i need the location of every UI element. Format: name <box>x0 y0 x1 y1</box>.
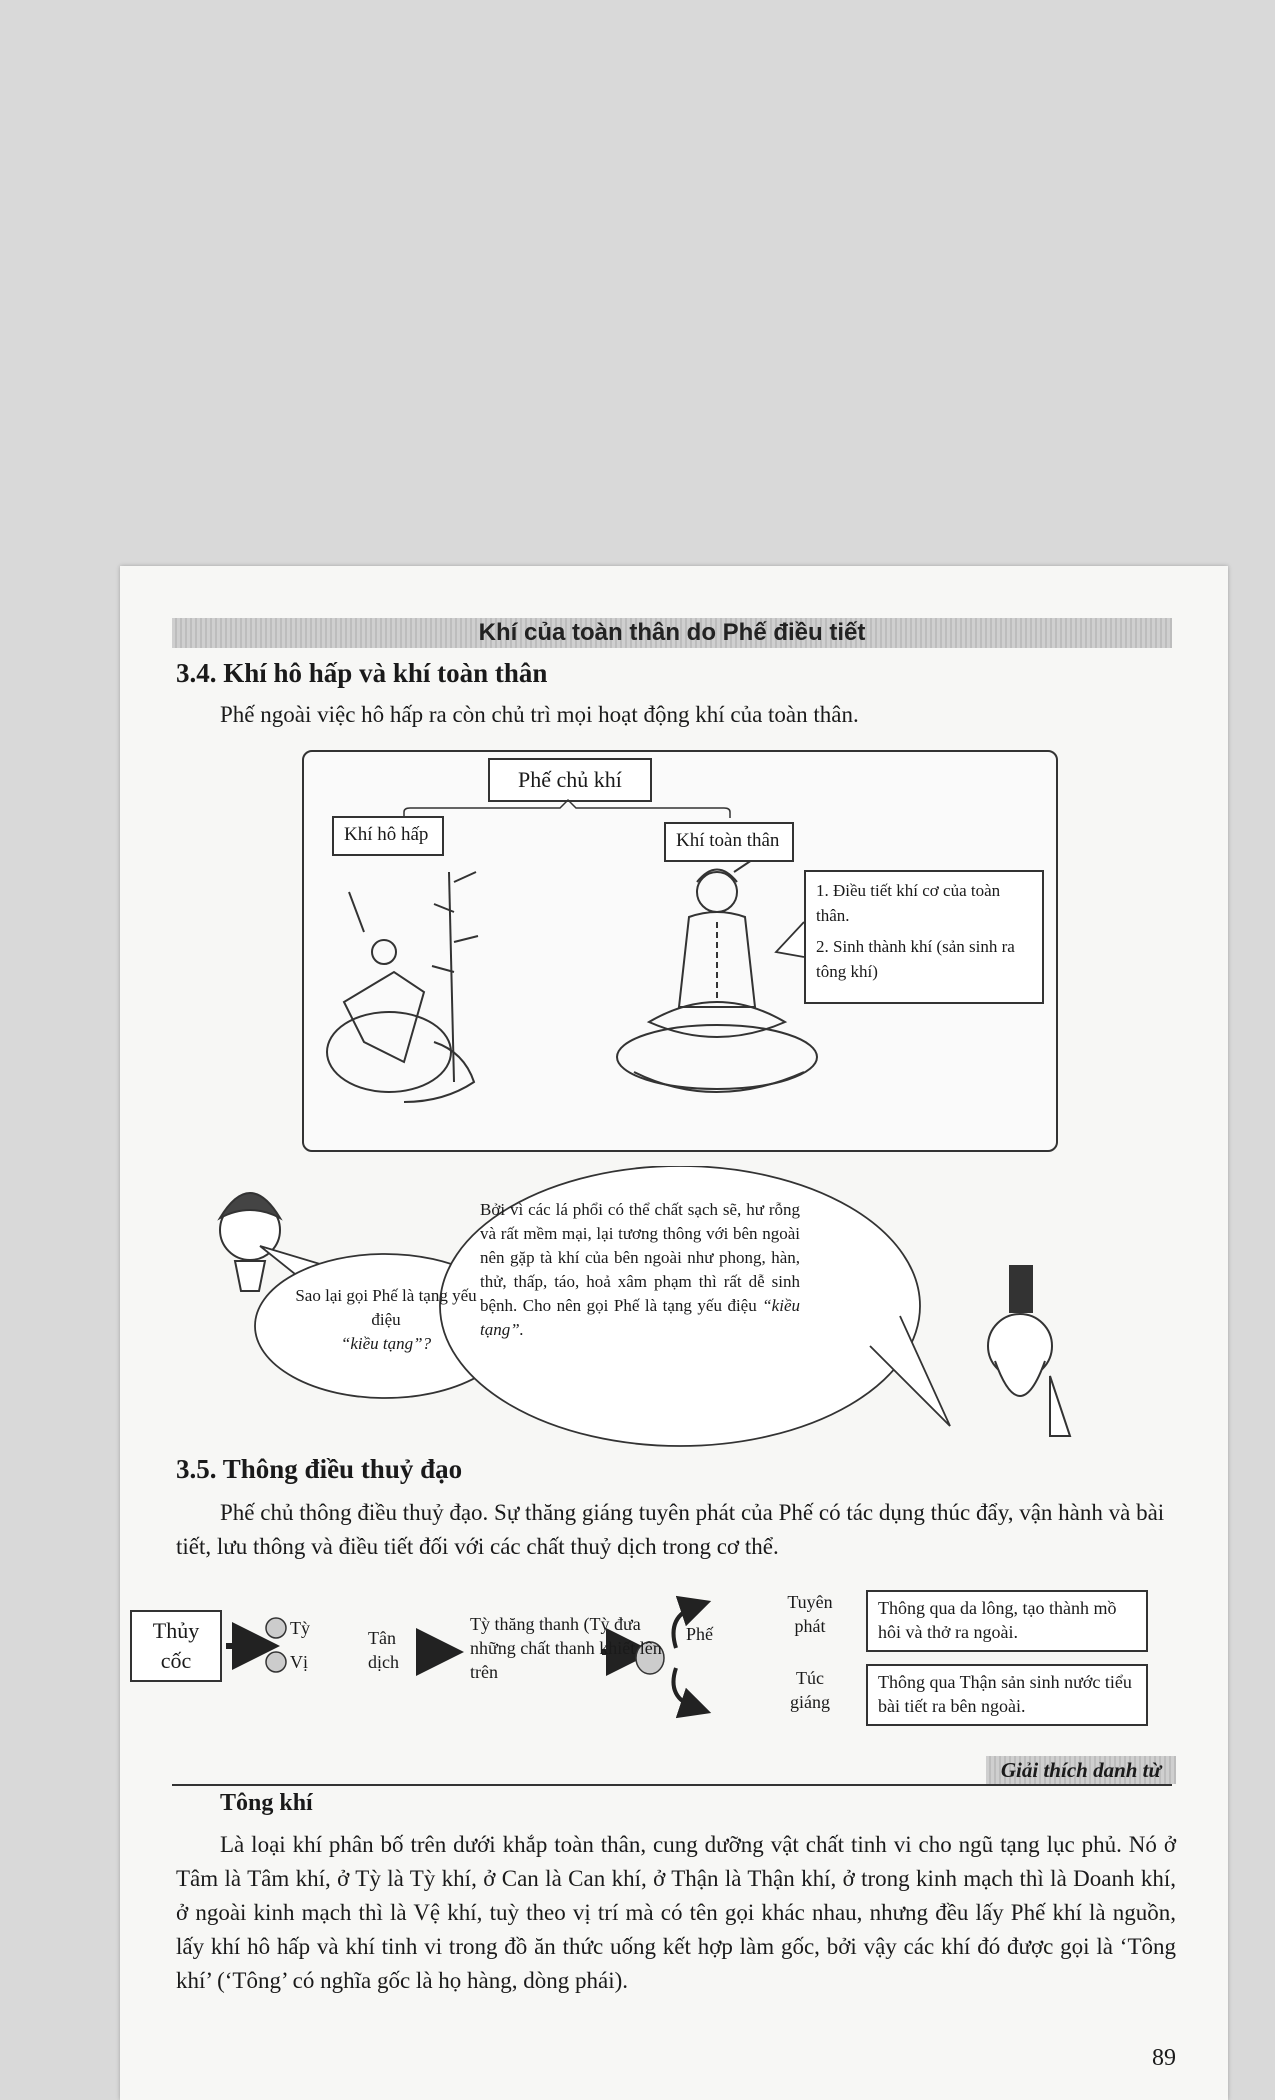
ty-thang-thanh-label: Tỳ thăng thanh (Tỳ đưa những chất thanh khiết lên trên <box>470 1614 662 1682</box>
khi-toan-than-box: Khí toàn thân <box>664 822 794 862</box>
section-banner: Khí của toàn thân do Phế điều tiết <box>172 618 1172 648</box>
answer-bubble <box>480 1198 800 1342</box>
vi-label: Vị <box>290 1652 308 1672</box>
thuy-coc-box: Thủy cốc <box>130 1610 222 1682</box>
phe-chu-khi-box: Phế chủ khí <box>488 758 652 802</box>
khi-notes-box <box>804 870 1044 1004</box>
glossary-definition: Là loại khí phân bố trên dưới khắp toàn thân, cung dưỡng vật chất tinh vi cho ngũ tạng lục phủ. Nó ở Tâm là Tâm khí, ở Tỳ là Tỳ khí, ở Can là Can khí, ở Thận là Thận khí, ở trong kinh mạch thì là Doanh khí, ở ngoài kinh mạch thì là Vệ khí, tuỳ theo vị trí mà có tên gọi khác nhau, nhưng đều lấy Phế khí là nguồn, lấy khí hô hấp và khí tinh vi trong đồ ăn thức uống kết hợp làm gốc, bởi vậy các khí đó được gọi là ‘Tông khí’ (‘Tông’ có nghĩa gốc là họ hàng, dòng phái). <box>176 1832 1176 1993</box>
glossary-divider <box>172 1784 1172 1786</box>
answer-text: Bởi vì các lá phổi có thể chất sạch sẽ, hư rỗng và rất mềm mại, lại tương thông với bên ngoài nên gặp tà khí của bên ngoài như phong, hàn, thử, thấp, táo, hoả xâm phạm thì rất dễ sinh bệnh. Cho nên gọi Phế là tạng yếu điệu <box>480 1200 800 1315</box>
page-number: 89 <box>1152 2045 1176 2071</box>
tuc-giang-label: Túc giáng <box>790 1668 830 1712</box>
glossary-label: Giải thích danh từ <box>986 1756 1176 1784</box>
section-3-4-intro: Phế ngoài việc hô hấp ra còn chủ trì mọi hoạt động khí của toàn thân. <box>220 702 859 727</box>
question-text: Sao lại gọi Phế là tạng yếu điệu <box>295 1286 477 1329</box>
phe-chu-khi-diagram <box>302 750 1058 1152</box>
question-emphasis: “kiều tạng”? <box>340 1334 432 1353</box>
section-3-5-body: Phế chủ thông điều thuỷ đạo. Sự thăng giáng tuyên phát của Phế có tác dụng thúc đẩy, vận hành và bài tiết, lưu thông và điều tiết đối với các chất thuỷ dịch trong cơ thể. <box>176 1500 1165 1559</box>
glossary-term: Tông khí <box>220 1790 313 1816</box>
note-item-1: 1. Điều tiết khí cơ của toàn thân. <box>816 881 1001 925</box>
question-bubble <box>292 1284 480 1356</box>
phe-label: Phế <box>686 1624 713 1644</box>
output-sweat-box: Thông qua da lông, tạo thành mồ hôi và thở ra ngoài. <box>866 1590 1148 1652</box>
output-urine-box: Thông qua Thận sản sinh nước tiểu bài tiết ra bên ngoài. <box>866 1664 1148 1726</box>
section-3-4-heading: 3.4. Khí hô hấp và khí toàn thân <box>176 658 548 688</box>
note-item-2: 2. Sinh thành khí (sản sinh ra tông khí) <box>816 937 1015 981</box>
khi-ho-hap-box: Khí hô hấp <box>332 816 444 856</box>
section-3-5-heading: 3.5. Thông điều thuỷ đạo <box>176 1454 463 1484</box>
book-page <box>120 566 1228 2100</box>
answer-emphasis: “kiều tạng”. <box>480 1296 800 1339</box>
tuyen-phat-label: Tuyên phát <box>787 1592 833 1636</box>
tan-dich-label: Tân dịch <box>368 1628 399 1672</box>
ty-label: Tỳ <box>290 1618 310 1638</box>
